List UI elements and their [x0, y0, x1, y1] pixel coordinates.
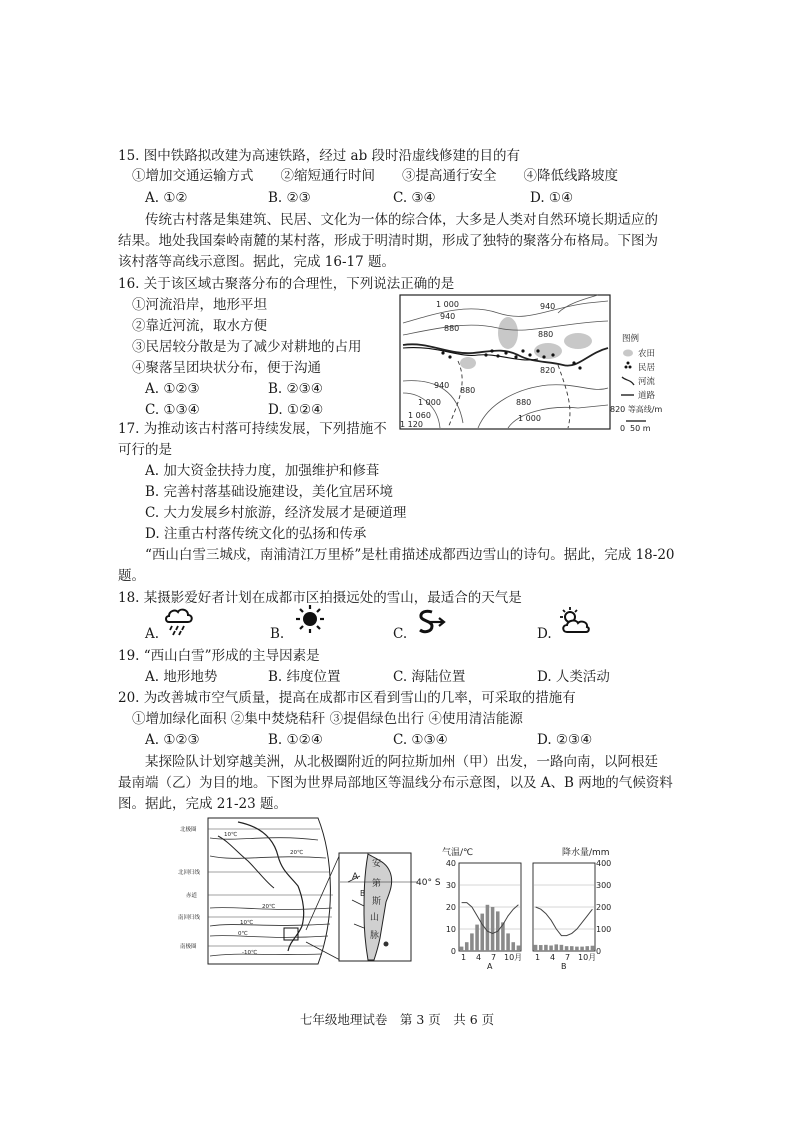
- passage1-line3: 该村落等高线示意图。据此，完成 16-17 题。: [118, 254, 395, 270]
- q16-option-a: A. ①②③: [145, 381, 200, 397]
- precip-tick: 200: [596, 903, 612, 912]
- q15-option-a: A. ①②: [145, 190, 188, 206]
- inset-label-si: 斯: [372, 897, 382, 907]
- q19-stem: 19. “西山白雪”形成的主导因素是: [118, 648, 320, 664]
- q20-items: ①增加绿化面积 ②集中焚烧秸秆 ③提倡绿色出行 ④使用清洁能源: [132, 711, 523, 727]
- contour-label: 880: [538, 330, 554, 339]
- legend-farmland: 农田: [638, 349, 656, 359]
- panel-b-label: B: [561, 962, 567, 970]
- panel-a-precip-bar: [480, 914, 484, 951]
- temp-tick: 30: [445, 881, 456, 890]
- temp-tick: 0: [450, 947, 456, 956]
- inset-label-a: A: [352, 872, 359, 882]
- passage2-line1: “西山白雪三城戍，南浦清江万里桥”是杜甫描述成都西边雪山的诗句。据此，完成 18-20: [145, 547, 675, 563]
- scale-label: 50 m: [630, 424, 651, 433]
- panel-b-precip-bar: [575, 947, 579, 951]
- panel-b-precip-bar: [591, 946, 595, 951]
- legend-residence: 民居: [638, 363, 656, 373]
- iso-label: -10℃: [242, 950, 258, 956]
- contour-label: 880: [444, 324, 460, 333]
- q16-option-d: D. ①②④: [268, 402, 324, 418]
- q20-stem: 20. 为改善城市空气质量，提高在成都市区看到雪山的几率，可采取的措施有: [118, 690, 576, 706]
- legend-river-icon: [622, 377, 634, 385]
- q15-option-d: D. ①④: [530, 190, 574, 206]
- scale-zero: 0: [620, 424, 626, 433]
- q18-option-b: B.: [270, 626, 285, 642]
- q17-option-b: B. 完善村落基础设施建设，美化宜居环境: [145, 484, 394, 500]
- q17-option-d: D. 注重古村落传统文化的弘扬和传承: [145, 526, 367, 542]
- contour-label: 880: [516, 398, 532, 407]
- q17-stem-line2: 可行的是: [118, 442, 172, 458]
- month-label: 1: [461, 953, 467, 962]
- contour-label: 1 000: [436, 300, 459, 309]
- contour-label: 1 000: [418, 398, 441, 407]
- inset-label-an: 安: [372, 859, 382, 869]
- q19-option-b: B. 纬度位置: [268, 669, 341, 685]
- temp-axis-title: 气温/℃: [442, 848, 474, 858]
- q20-option-c: C. ①③④: [393, 732, 448, 748]
- panel-b-precip-bar: [580, 947, 584, 951]
- q15-option-c: C. ③④: [393, 190, 436, 206]
- contour-label: 940: [434, 381, 450, 390]
- q20-option-d: D. ②③④: [537, 732, 593, 748]
- lat-label: 南回归线: [178, 915, 201, 921]
- panel-b-precip-bar: [560, 945, 564, 951]
- panel-a-label: A: [487, 962, 493, 970]
- iso-label: 10℃: [240, 920, 254, 926]
- inset-map: [338, 852, 444, 964]
- passage3-line3: 图。据此，完成 21-23 题。: [118, 796, 288, 812]
- q19-option-c: C. 海陆位置: [393, 669, 466, 685]
- climate-chart: [440, 846, 618, 970]
- q17-stem-line1: 17. 为推动该古村落可持续发展，下列措施不: [118, 421, 387, 437]
- q18-option-c: C.: [393, 626, 408, 642]
- month-label: 10月: [578, 953, 597, 962]
- passage2-line2: 题。: [118, 568, 145, 584]
- q15-stem: 15. 图中铁路拟改建为高速铁路，经过 ab 段时沿虚线修建的目的有: [118, 148, 521, 164]
- legend-farmland-icon: [623, 350, 633, 357]
- rain-cloud-icon: [163, 606, 195, 636]
- farmland-patch: [564, 333, 592, 349]
- iso-label: 10℃: [224, 832, 238, 838]
- month-label: 7: [565, 953, 571, 962]
- passage3-line2: 最南端（乙）为目的地。下图为世界局部地区等温线分布示意图，以及 A、B 两地的气候资料: [118, 775, 673, 791]
- panel-b-precip-bar: [565, 946, 569, 951]
- month-label: 1: [535, 953, 541, 962]
- q19-option-d: D. 人类活动: [537, 669, 610, 685]
- q20-option-b: B. ①②④: [268, 732, 323, 748]
- precip-tick: 0: [596, 947, 602, 956]
- passage3-line1: 某探险队计划穿越美洲，从北极圈附近的阿拉斯加州（甲）出发，一路向南，以阿根廷: [145, 754, 658, 770]
- lat-label: 赤道: [186, 893, 198, 899]
- precip-tick: 400: [596, 859, 612, 868]
- temp-tick: 10: [445, 925, 456, 934]
- contour-label: 1 120: [400, 420, 423, 429]
- sun-icon: [295, 604, 325, 634]
- legend-road: 道路: [638, 391, 656, 401]
- panel-a-precip-bar: [460, 947, 464, 951]
- panel-b-precip-bar: [534, 945, 538, 951]
- panel-a-precip-bar: [491, 907, 495, 951]
- temp-tick: 40: [445, 859, 456, 868]
- panel-a-precip-bar: [517, 946, 521, 952]
- contour-label: 820: [540, 366, 556, 375]
- farmland-patch: [460, 357, 476, 369]
- panel-b-precip-bar: [570, 946, 574, 951]
- q15-option-b: B. ②③: [268, 190, 311, 206]
- panel-a-precip-bar: [506, 933, 510, 951]
- legend-river: 河流: [638, 377, 656, 387]
- month-label: 10月: [504, 953, 523, 962]
- legend-residence-icon: [625, 366, 628, 369]
- q18-stem: 18. 某摄影爱好者计划在成都市区拍摄远处的雪山，最适合的天气是: [118, 590, 522, 606]
- passage1-line2: 结果。地处我国秦岭南麓的某村落，形成于明清时期，形成了独特的聚落分布格局。下图为: [118, 233, 658, 249]
- panel-a-precip-bar: [486, 905, 490, 951]
- inset-label-mai: 脉: [370, 931, 380, 941]
- q17-option-a: A. 加大资金扶持力度，加强维护和修葺: [145, 463, 380, 479]
- legend-title: 图例: [622, 334, 640, 344]
- inset-label-di: 第: [372, 879, 382, 889]
- precip-tick: 300: [596, 881, 612, 890]
- passage1-line1: 传统古村落是集建筑、民居、文化为一体的综合体，大多是人类对自然环境长期适应的: [145, 212, 658, 228]
- lat-label: 南极圈: [180, 944, 197, 950]
- q15-items: ①增加交通运输方式 ②缩短通行时间 ③提高通行安全 ④降低线路坡度: [132, 168, 618, 184]
- iso-label: 0℃: [238, 931, 248, 937]
- q20-option-a: A. ①②③: [145, 732, 200, 748]
- q18-option-a: A.: [145, 626, 160, 642]
- partly-cloudy-icon: [557, 606, 591, 636]
- panel-a-precip-bar: [511, 942, 515, 951]
- inset-lat-label: 40° S: [416, 878, 441, 888]
- q16-item-4: ④聚落呈团块状分布，便于沟通: [132, 360, 321, 376]
- contour-label: 940: [540, 302, 556, 311]
- panel-a-precip-bar: [475, 925, 479, 951]
- q18-option-d: D.: [537, 626, 552, 642]
- q19-option-a: A. 地形地势: [145, 669, 218, 685]
- contour-map-figure: [398, 293, 683, 433]
- temp-tick: 20: [445, 903, 456, 912]
- lat-label: 北极圈: [180, 827, 197, 833]
- q16-stem: 16. 关于该区域古聚落分布的合理性，下列说法正确的是: [118, 276, 455, 292]
- contour-label: 880: [460, 386, 476, 395]
- iso-label: 20℃: [290, 850, 304, 856]
- wind-icon: [416, 608, 446, 636]
- contour-label: 1 000: [518, 414, 541, 423]
- precip-tick: 100: [596, 925, 612, 934]
- contour-label: 1 060: [408, 411, 431, 420]
- month-label: 7: [491, 953, 497, 962]
- panel-a-precip-bar: [465, 942, 469, 951]
- panel-b-precip-bar: [549, 946, 553, 952]
- contour-label: 940: [440, 312, 456, 321]
- inset-label-shan: 山: [370, 913, 380, 923]
- inset-label-b: B: [360, 889, 366, 898]
- q16-item-3: ③民居较分散是为了减少对耕地的占用: [132, 339, 362, 355]
- panel-b-precip-bar: [585, 946, 589, 951]
- q17-option-c: C. 大力发展乡村旅游，经济发展才是硬道理: [145, 505, 407, 521]
- month-label: 4: [476, 953, 482, 962]
- q16-option-c: C. ①③④: [145, 402, 200, 418]
- panel-b-precip-bar: [544, 945, 548, 951]
- q16-option-b: B. ②③④: [268, 381, 323, 397]
- panel-b-precip-bar: [539, 945, 543, 951]
- legend-contour: 820 等高线/m: [610, 405, 663, 414]
- q16-item-2: ②靠近河流，取水方便: [132, 318, 267, 334]
- panel-a-precip-bar: [470, 933, 474, 951]
- farmland-patch: [498, 317, 518, 349]
- month-label: 4: [550, 953, 556, 962]
- precip-axis-title: 降水量/mm: [562, 848, 610, 858]
- contour-map-legend: [610, 333, 663, 433]
- q16-item-1: ①河流沿岸，地形平坦: [132, 297, 267, 313]
- lat-label: 北回归线: [178, 870, 201, 876]
- panel-b-precip-bar: [554, 944, 558, 951]
- iso-label: 20℃: [262, 904, 276, 910]
- page-footer: 七年级地理试卷 第 3 页 共 6 页: [299, 1012, 495, 1027]
